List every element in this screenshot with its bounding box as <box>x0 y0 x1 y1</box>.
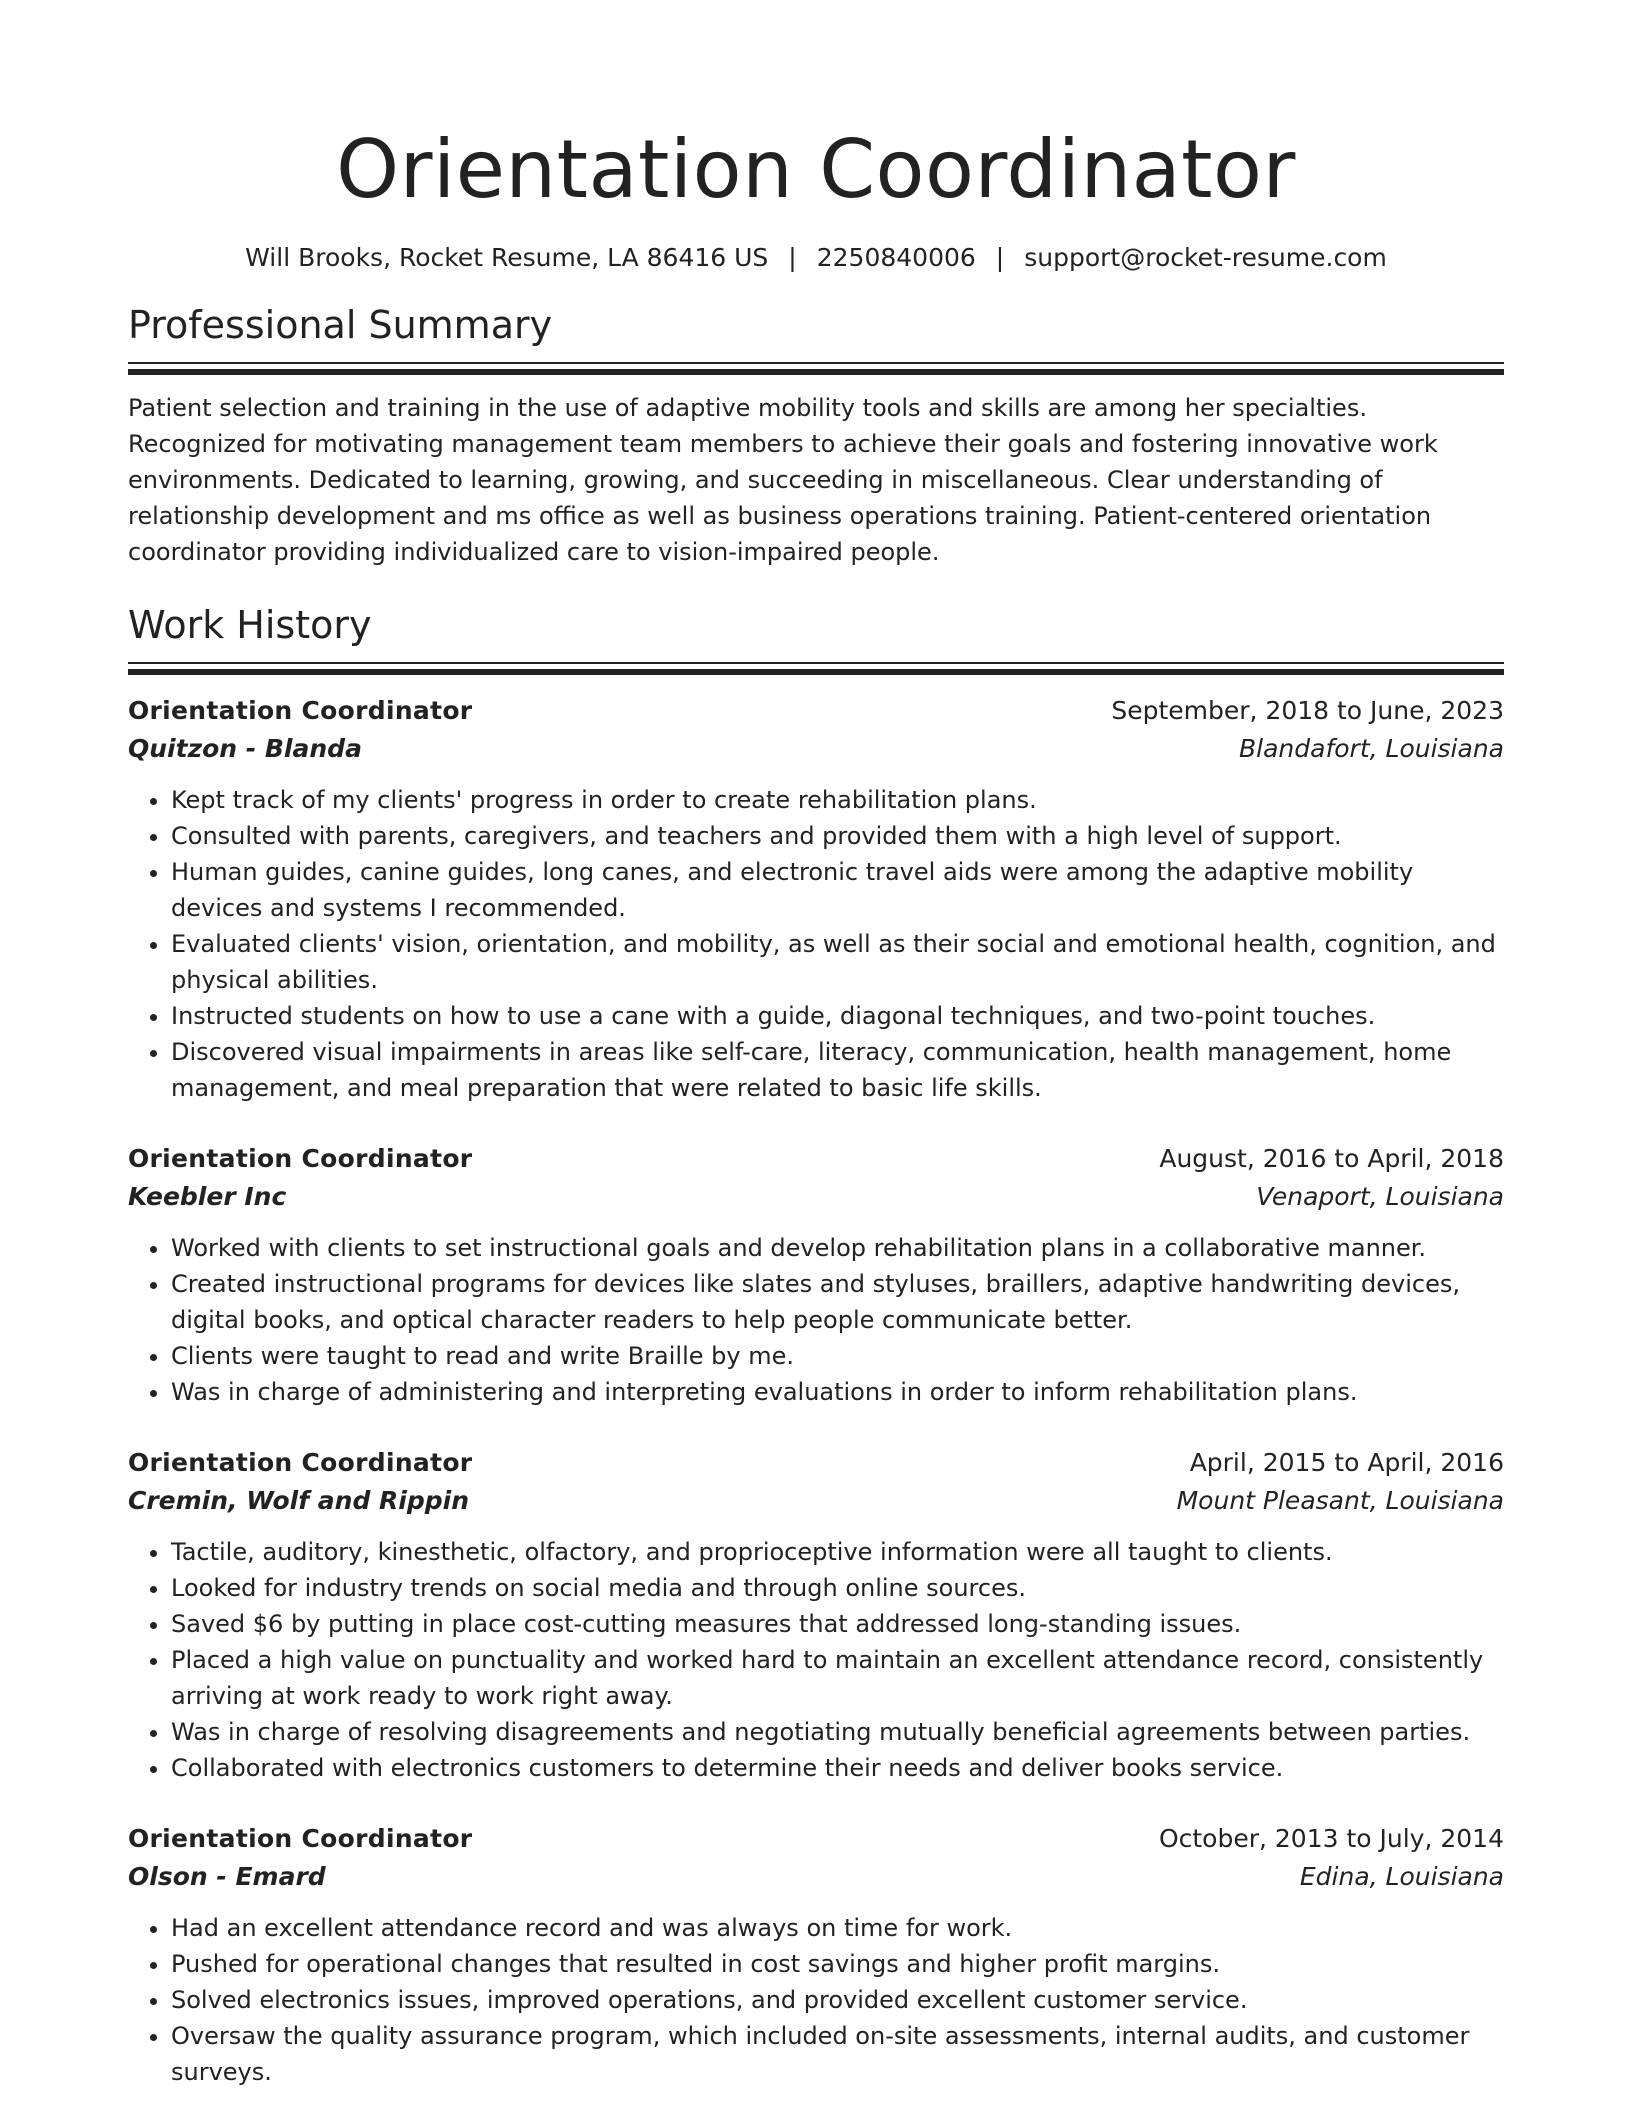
job-bullet: • Was in charge of administering and interpreting evaluations in order to inform rehabilitation plans. <box>171 1374 1504 1410</box>
job-bullet: • Placed a high value on punctuality and worked hard to maintain an excellent attendance record, consistently arriving at work ready to work right away. <box>171 1642 1504 1714</box>
job-location: Mount Pleasant, Louisiana <box>1176 1486 1504 1515</box>
job-company: Keebler Inc <box>128 1182 287 1211</box>
job-bullet-list <box>128 782 1504 1106</box>
contact-separator: | <box>995 243 1005 272</box>
job-bullet: • Looked for industry trends on social media and through online sources. <box>171 1570 1504 1606</box>
job-title: Orientation Coordinator <box>128 1824 473 1853</box>
professional-summary-section <box>128 300 1504 570</box>
job-company-row <box>128 1858 1504 1896</box>
job-entry <box>128 692 1504 1106</box>
contact-address: Will Brooks, Rocket Resume, LA 86416 US <box>245 243 769 272</box>
job-bullet: • Tactile, auditory, kinesthetic, olfactory, and proprioceptive information were all taught to clients. <box>171 1534 1504 1570</box>
job-title: Orientation Coordinator <box>128 696 473 725</box>
job-bullet: • Had an excellent attendance record and was always on time for work. <box>171 1910 1504 1946</box>
job-header-row <box>128 1140 1504 1178</box>
resume-title: Orientation Coordinator <box>336 123 1296 216</box>
job-company: Cremin, Wolf and Rippin <box>128 1486 470 1515</box>
summary-text: Patient selection and training in the use of adaptive mobility tools and skills are among her specialties. Recognized for motivating management team members to achieve their goals and fostering innovative work environments. Dedicated to learning, growing, and succeeding in miscellaneous. Clear understanding of relationship development and ms office as well as business operations training. Patient-centered orientation coordinator providing individualized care to vision-impaired people. <box>128 394 1438 566</box>
contact-phone: 2250840006 <box>816 243 976 272</box>
job-header-row <box>128 1820 1504 1858</box>
job-bullet: • Oversaw the quality assurance program, which included on-site assessments, internal audits, and customer surveys. <box>171 2018 1504 2090</box>
contact-separator: | <box>788 243 797 272</box>
job-entry <box>128 1820 1504 2090</box>
job-dates: April, 2015 to April, 2016 <box>1189 1448 1504 1477</box>
job-header-row <box>128 1444 1504 1482</box>
job-title: Orientation Coordinator <box>128 1144 473 1173</box>
job-bullet: • Solved electronics issues, improved operations, and provided excellent customer service. <box>171 1982 1504 2018</box>
job-bullet: • Clients were taught to read and write Braille by me. <box>171 1338 1504 1374</box>
job-entry <box>128 1444 1504 1786</box>
section-heading: Professional Summary <box>128 303 553 347</box>
job-bullet-list <box>128 1534 1504 1786</box>
job-bullet-list <box>128 1910 1504 2090</box>
job-header-row <box>128 692 1504 730</box>
job-title: Orientation Coordinator <box>128 1448 473 1477</box>
job-company: Quitzon - Blanda <box>128 734 362 763</box>
job-entry <box>128 1140 1504 1410</box>
job-bullet: • Saved $6 by putting in place cost-cutting measures that addressed long-standing issues. <box>171 1606 1504 1642</box>
section-heading: Work History <box>128 603 372 647</box>
job-location: Blandafort, Louisiana <box>1239 734 1504 763</box>
job-bullet: • Consulted with parents, caregivers, and teachers and provided them with a high level of support. <box>171 818 1504 854</box>
job-bullet-list <box>128 1230 1504 1410</box>
job-dates: September, 2018 to June, 2023 <box>1111 696 1504 725</box>
job-company: Olson - Emard <box>128 1862 326 1891</box>
job-bullet: • Created instructional programs for devices like slates and styluses, braillers, adaptive handwriting devices, digital books, and optical character readers to help people communicate better. <box>171 1266 1504 1338</box>
job-location: Venaport, Louisiana <box>1256 1182 1504 1211</box>
resume-page <box>128 0 1504 2090</box>
job-bullet: • Human guides, canine guides, long canes, and electronic travel aids were among the adaptive mobility devices and systems I recommended. <box>171 854 1504 926</box>
job-bullet: • Evaluated clients' vision, orientation, and mobility, as well as their social and emotional health, cognition, and physical abilities. <box>171 926 1504 998</box>
job-dates: August, 2016 to April, 2018 <box>1159 1144 1504 1173</box>
job-dates: October, 2013 to July, 2014 <box>1158 1824 1504 1853</box>
job-bullet: • Discovered visual impairments in areas like self-care, literacy, communication, health management, home management, and meal preparation that were related to basic life skills. <box>171 1034 1504 1106</box>
section-divider <box>128 662 1504 676</box>
job-location: Edina, Louisiana <box>1299 1862 1504 1891</box>
job-bullet: • Kept track of my clients' progress in order to create rehabilitation plans. <box>171 782 1504 818</box>
work-history-section <box>128 600 1504 2090</box>
job-bullet: • Was in charge of resolving disagreements and negotiating mutually beneficial agreements between parties. <box>171 1714 1504 1750</box>
section-divider <box>128 362 1504 376</box>
contact-line <box>128 240 1504 276</box>
job-company-row <box>128 1482 1504 1520</box>
job-company-row <box>128 730 1504 768</box>
contact-email: support@rocket-resume.com <box>1024 243 1387 272</box>
job-bullet: • Pushed for operational changes that resulted in cost savings and higher profit margins. <box>171 1946 1504 1982</box>
job-bullet: • Instructed students on how to use a cane with a guide, diagonal techniques, and two-point touches. <box>171 998 1504 1034</box>
job-company-row <box>128 1178 1504 1216</box>
job-bullet: • Worked with clients to set instructional goals and develop rehabilitation plans in a collaborative manner. <box>171 1230 1504 1266</box>
job-bullet: • Collaborated with electronics customers to determine their needs and deliver books service. <box>171 1750 1504 1786</box>
